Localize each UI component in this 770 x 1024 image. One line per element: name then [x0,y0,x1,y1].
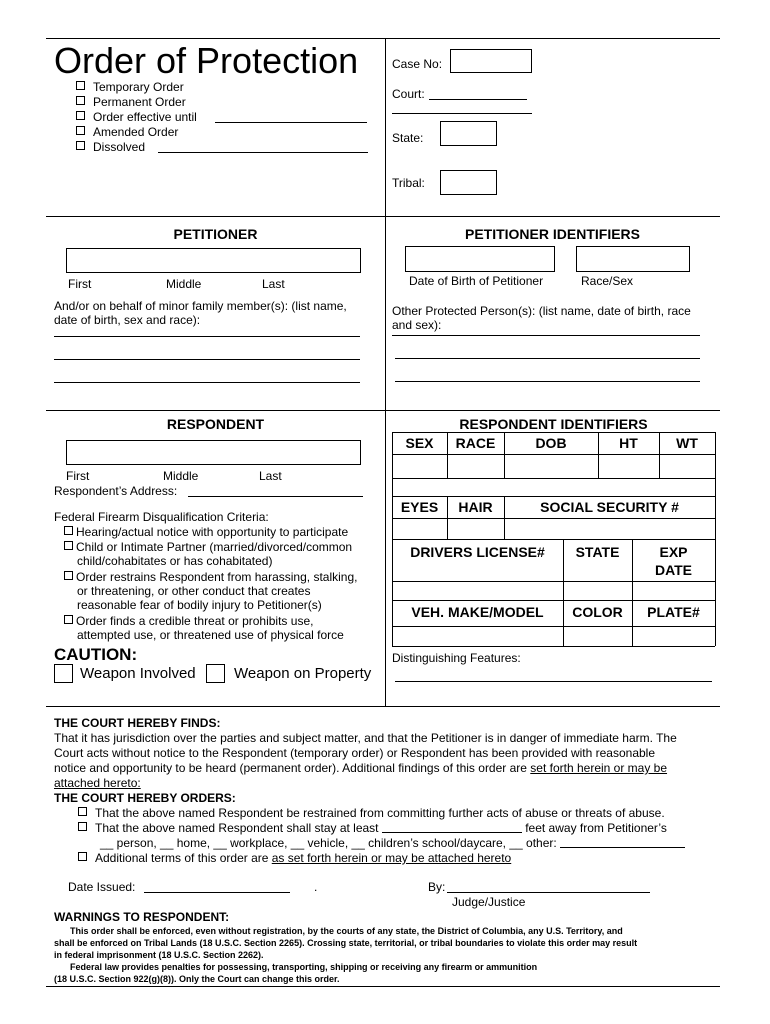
order-type-amended[interactable]: Amended Order [76,125,178,140]
table-line [392,626,715,627]
court-field-line2[interactable] [392,113,532,114]
checkbox-icon[interactable] [76,111,85,120]
checkbox-icon[interactable] [64,526,73,535]
minor-members-line-2[interactable] [54,359,360,360]
criteria-text-line: Order restrains Respondent from harassing, stalking, [76,570,358,584]
order-item-3[interactable]: Additional terms of this order are as set forth herein or may be attached hereto [78,851,511,865]
by-label: By: [428,880,446,894]
checkbox-icon[interactable] [78,822,87,831]
checkbox-icon[interactable] [78,807,87,816]
minor-members-text: And/or on behalf of minor family member(s): (list name, date of birth, sex and race): [54,299,347,327]
exp-header: EXP [659,544,688,560]
other-protected-line-1[interactable] [392,335,700,336]
sex-header: SEX [405,435,434,451]
criteria-text-line: reasonable fear of bodily injury to Petitioner(s) [77,598,322,612]
criteria-text-line: or threatening, or other conduct that creates [77,584,311,598]
respondent-last-label: Last [259,469,282,483]
distinguishing-features-field[interactable] [395,681,712,682]
respondent-name-field[interactable] [66,440,361,465]
vehicle-header: VEH. MAKE/MODEL [411,604,544,620]
checkbox-icon[interactable] [64,571,73,580]
petitioner-first-label: First [68,277,92,291]
checkbox-icon[interactable] [64,541,73,550]
table-line [392,518,715,519]
weapon-property-checkbox[interactable] [206,664,225,683]
checkbox-icon[interactable] [76,141,85,150]
petitioner-last-label: Last [262,277,285,291]
petitioner-middle-label: Middle [166,277,202,291]
petitioner-identifiers-heading: PETITIONER IDENTIFIERS [464,226,640,242]
warnings-heading: WARNINGS TO RESPONDENT: [54,910,230,924]
checkbox-icon[interactable] [76,126,85,135]
petitioner-dob-label: Date of Birth of Petitioner [409,274,544,288]
petitioner-name-field[interactable] [66,248,361,273]
respondent-middle-label: Middle [163,469,199,483]
top-border [46,38,720,39]
state-label: State: [392,131,424,145]
distinguishing-features-label: Distinguishing Features: [392,651,521,665]
case-no-field[interactable] [450,49,532,73]
other-protected-line-3[interactable] [395,381,700,382]
findings-line-1: That it has jurisdiction over the parties and subject matter, and that the Petitioner is in danger of immediate harm. The [54,731,677,745]
page-title: Order of Protection [54,40,359,81]
orders-heading: THE COURT HEREBY ORDERS: [54,791,236,805]
judge-signature-field[interactable] [447,892,650,893]
order-item-2-locations: __ person, __ home, __ workplace, __ vehicle, __ children’s school/daycare, __ other: [100,836,685,850]
state-header: STATE [575,544,620,560]
center-divider-bottom [385,410,386,706]
plate-header: PLATE# [647,604,700,620]
dissolved-field[interactable] [158,152,368,153]
other-protected-line-2[interactable] [395,358,700,359]
state-field[interactable] [440,121,497,146]
findings-line-3: notice and opportunity to be heard (permanent order). Additional findings of this order are set forth herein or may be [54,761,668,775]
table-line [392,539,715,540]
table-line [392,478,715,479]
race-header: RACE [455,435,496,451]
weapon-property-label: Weapon on Property [234,665,372,682]
respondent-heading: RESPONDENT [166,416,265,432]
other-protected-text: Other Protected Person(s): (list name, date of birth, race and sex): [392,304,691,332]
findings-attached-link: set forth herein or may be [530,761,668,775]
ht-header: HT [619,435,638,451]
warnings-line-4: Federal law provides penalties for possessing, transporting, shipping or receiving any firearm or ammunition [70,962,538,972]
findings-line-2: Court acts without notice to the Respondent (temporary order) or Respondent has been provided with reasonable [54,746,656,760]
table-line [392,581,715,582]
other-location-field[interactable] [560,836,685,848]
section-divider-3 [46,706,720,707]
exp-date-header: DATE [654,562,693,578]
petitioner-dob-field[interactable] [405,246,555,272]
order-type-dissolved[interactable]: Dissolved [76,140,145,155]
respondent-address-field[interactable] [188,496,363,497]
petitioner-heading: PETITIONER [173,226,258,242]
table-line [392,646,715,647]
criteria-item-4[interactable] [64,614,344,642]
weapon-involved-label: Weapon Involved [80,665,196,682]
warnings-line-2: shall be enforced on Tribal Lands (18 U.S.C. Section 2265). Crossing state, territorial, or tribal boundaries to violate this order may result [54,938,638,948]
criteria-text-line: Child or Intimate Partner (married/divorced/common [76,540,353,554]
drivers-license-header: DRIVERS LICENSE# [410,544,545,560]
criteria-item-3[interactable] [64,570,357,612]
table-line [392,454,715,455]
section-divider-2 [46,410,720,411]
color-header: COLOR [572,604,623,620]
order-item-1[interactable]: That the above named Respondent be restrained from committing further acts of abuse or threats of abuse. [78,806,665,820]
respondent-identifiers-heading: RESPONDENT IDENTIFIERS [459,416,648,432]
table-line [392,432,715,433]
warnings-line-5: (18 U.S.C. Section 922(g)(8)). Only the Court can change this order. [54,974,340,984]
date-period: . [314,880,318,894]
caution-label: CAUTION: [54,645,138,664]
criteria-item-2[interactable] [64,540,352,568]
checkbox-icon[interactable] [64,615,73,624]
section-divider-1 [46,216,720,217]
respondent-address-label: Respondent’s Address: [54,484,178,498]
order-item-2[interactable]: That the above named Respondent shall stay at least feet away from Petitioner’s [78,821,667,835]
table-line [715,432,716,646]
checkbox-icon[interactable] [78,852,87,861]
judge-label: Judge/Justice [452,895,526,909]
date-issued-field[interactable] [144,892,290,893]
tribal-label: Tribal: [392,176,425,190]
effective-until-field[interactable] [215,122,367,123]
center-divider-top [385,38,386,216]
table-line [392,600,715,601]
order-type-permanent[interactable]: Permanent Order [76,95,186,110]
weapon-involved-checkbox[interactable] [54,664,73,683]
table-line [392,496,715,497]
additional-terms-link: as set forth herein or may be attached hereto [271,851,512,865]
stay-away-distance-field[interactable] [382,821,522,833]
date-issued-label: Date Issued: [68,880,136,894]
wt-header: WT [676,435,698,451]
bottom-border [46,986,720,987]
criteria-text-line: child/cohabitates or has cohabitated) [77,554,273,568]
findings-heading: THE COURT HEREBY FINDS: [54,716,221,730]
findings-line-4: attached hereto: [54,776,141,790]
criteria-item-1[interactable]: Hearing/actual notice with opportunity to participate [64,525,348,539]
warnings-line-1: This order shall be enforced, even without registration, by the courts of any state, the District of Columbia, any U.S. Territory, and [70,926,623,936]
order-type-temporary[interactable]: Temporary Order [76,80,184,95]
order-type-effective-until[interactable]: Order effective until [76,110,197,125]
minor-members-line-1[interactable] [54,336,360,337]
warnings-line-3: in federal imprisonment (18 U.S.C. Section 2262). [54,950,264,960]
center-divider-mid [385,216,386,410]
petitioner-race-sex-label: Race/Sex [581,274,634,288]
tribal-field[interactable] [440,170,497,195]
checkbox-icon[interactable] [76,81,85,90]
dob-header: DOB [535,435,567,451]
respondent-first-label: First [66,469,90,483]
court-label: Court: [392,87,425,101]
minor-members-line-3[interactable] [54,382,360,383]
hair-header: HAIR [458,499,493,515]
eyes-header: EYES [400,499,439,515]
criteria-text-line: Order finds a credible threat or prohibits use, [76,614,314,628]
court-field[interactable] [429,99,527,100]
criteria-text-line: attempted use, or threatened use of physical force [77,628,344,642]
ssn-header: SOCIAL SECURITY # [540,499,679,515]
petitioner-race-sex-field[interactable] [576,246,690,272]
firearm-criteria-heading: Federal Firearm Disqualification Criteria: [54,510,269,524]
checkbox-icon[interactable] [76,96,85,105]
case-no-label: Case No: [392,57,443,71]
